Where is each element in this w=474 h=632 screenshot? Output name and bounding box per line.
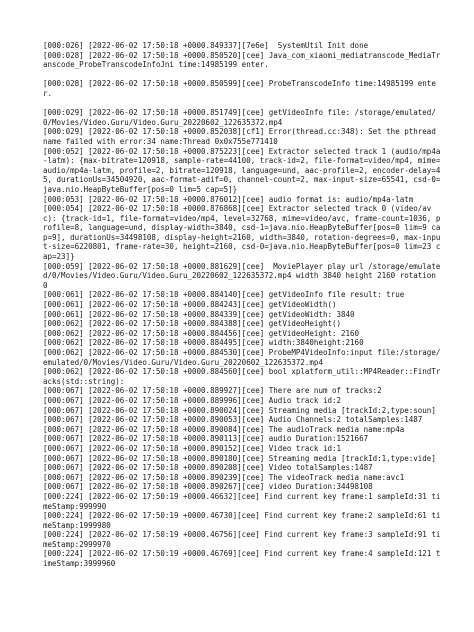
log-line: [000:053] [2022-06-02 17:50:18 +0000.876012][cee] audio format is: audio/mp4a-latm — [43, 194, 414, 204]
log-line: [000:067] [2022-06-02 17:50:18 +0000.890084][cee] The audioTrack media name:mp4a — [43, 424, 405, 434]
log-line: [000:062] [2022-06-02 17:50:18 +0000.884388][cee] getVideoHeight() — [43, 319, 342, 329]
log-line: [000:029] [2022-06-02 17:50:18 +0000.852038][cf1] Error(thread.cc:348): Set the pthread name failed with error:34 name:Thread 0x0x755e771410 — [43, 127, 441, 146]
log-line: [000:028] [2022-06-02 17:50:18 +0000.850599][cee] ProbeTranscodeInfo time:14985199 enter. — [43, 79, 436, 98]
log-line: [000:067] [2022-06-02 17:50:18 +0000.890024][cee] Streaming media [trackId:2,type:soun] — [43, 405, 436, 415]
log-line: [000:224] [2022-06-02 17:50:19 +0000.46756][cee] Find current key frame:3 sampleId:91 timeStamp:2999970 — [43, 530, 441, 549]
log-line: [000:067] [2022-06-02 17:50:18 +0000.890152][cee] Video track id:1 — [43, 443, 342, 453]
blank-line — [43, 99, 443, 109]
log-line: [000:224] [2022-06-02 17:50:19 +0000.46769][cee] Find current key frame:4 sampleId:121 timeStamp:3999960 — [43, 549, 441, 569]
log-document — [43, 41, 443, 569]
log-line: [000:067] [2022-06-02 17:50:18 +0000.890239][cee] The videoTrack media name:avc1 — [43, 472, 405, 482]
log-line: [000:062] [2022-06-02 17:50:18 +0000.884495][cee] width:3840height:2160 — [43, 338, 364, 348]
log-line: [000:224] [2022-06-02 17:50:19 +0000.46730][cee] Find current key frame:2 sampleId:61 timeStamp:1999980 — [43, 511, 441, 530]
log-line: [000:067] [2022-06-02 17:50:18 +0000.890267][cee] video Duration:34498108 — [43, 482, 373, 492]
log-line: [000:028] [2022-06-02 17:50:18 +0000.850520][cee] Java_com_xiaomi_mediatranscode_MediaTranscode_ProbeTranscodeInfoJni time:14985199 enter. — [43, 50, 441, 70]
log-line: [000:059] [2022-06-02 17:50:18 +0000.881629][cee] MoviePlayer play url /storage/emulated/0/Movies/Video.Guru/Video.Guru_20220602_122635372.mp4 width 3840 height 2160 rotation 0 — [43, 261, 441, 290]
log-line: [000:067] [2022-06-02 17:50:18 +0000.889927][cee] There are num of tracks:2 — [43, 386, 382, 396]
log-line: [000:062] [2022-06-02 17:50:18 +0000.884530][cee] ProbeMP4VideoInfo:input file:/storage/emulated/0/Movies/Video.Guru/Video.Guru_20220602_122635372.mp4 — [43, 348, 441, 367]
log-line: [000:062] [2022-06-02 17:50:18 +0000.884456][cee] getVideoHeight: 2160 — [43, 328, 360, 338]
blank-line — [43, 70, 443, 80]
log-line: [000:061] [2022-06-02 17:50:18 +0000.884140][cee] getVideoInfo file result: true — [43, 290, 405, 300]
log-line: [000:067] [2022-06-02 17:50:18 +0000.890180][cee] Streaming media [trackId:1,type:vide] — [43, 453, 436, 463]
log-line: [000:054] [2022-06-02 17:50:18 +0000.876868][cee] Extractor selected track 0 (video/avc): {track-id=1, file-format=video/mp4, level=32768, mime=video/avc, frame-count=1036, profile=8, language=und, display-width=3840, csd-1=java.nio.HeapByteBuffer[pos=0 lim=9 cap=9], durationUs=34498108, display-height=2160, width=3840, rotation-degrees=0, max-input-size=6220801, frame-rate=30, height=2160, csd-0=java.nio.HeapByteBuffer[pos=0 lim=23 cap=23]} — [43, 204, 441, 262]
log-line: [000:026] [2022-06-02 17:50:18 +0000.849337][7e6e] SystemUtil Init done — [43, 41, 369, 50]
log-line: [000:052] [2022-06-02 17:50:18 +0000.875223][cee] Extractor selected track 1 (audio/mp4a-latm): {max-bitrate=120918, sample-rate=44100, track-id=2, file-format=video/mp4, mime=audio/mp4a-latm, profile=2, bitrate=120918, language=und, aac-profile=2, encoder-delay=45, durationUs=34504920, aac-format-adif=0, channel-count=2, max-input-size=65541, csd-0=java.nio.HeapByteBuffer[pos=0 lim=5 cap=5]} — [43, 146, 441, 194]
log-line: [000:062] [2022-06-02 17:50:18 +0000.884560][cee] bool xplatform_util::MP4Reader::FindTracks(std::string): — [43, 367, 441, 386]
log-line: [000:067] [2022-06-02 17:50:18 +0000.889996][cee] Audio track id:2 — [43, 395, 342, 405]
log-line: [000:067] [2022-06-02 17:50:18 +0000.890053][cee] Audio Channels:2 totalSamples:1487 — [43, 415, 423, 425]
log-line: [000:029] [2022-06-02 17:50:18 +0000.851749][cee] getVideoInfo file: /storage/emulated/0/Movies/Video.Guru/Video.Guru_20220602_122635372.mp4 — [43, 108, 436, 127]
log-line: [000:061] [2022-06-02 17:50:18 +0000.884339][cee] getVideoWidth: 3840 — [43, 309, 355, 319]
log-line: [000:224] [2022-06-02 17:50:19 +0000.46632][cee] Find current key frame:1 sampleId:31 timeStamp:999990 — [43, 491, 441, 511]
log-line: [000:067] [2022-06-02 17:50:18 +0000.890208][cee] Video totalSamples:1487 — [43, 463, 373, 473]
log-line: [000:067] [2022-06-02 17:50:18 +0000.890113][cee] audio Duration:1521667 — [43, 434, 369, 444]
log-line: [000:061] [2022-06-02 17:50:18 +0000.884243][cee] getVideoWidth() — [43, 300, 337, 310]
